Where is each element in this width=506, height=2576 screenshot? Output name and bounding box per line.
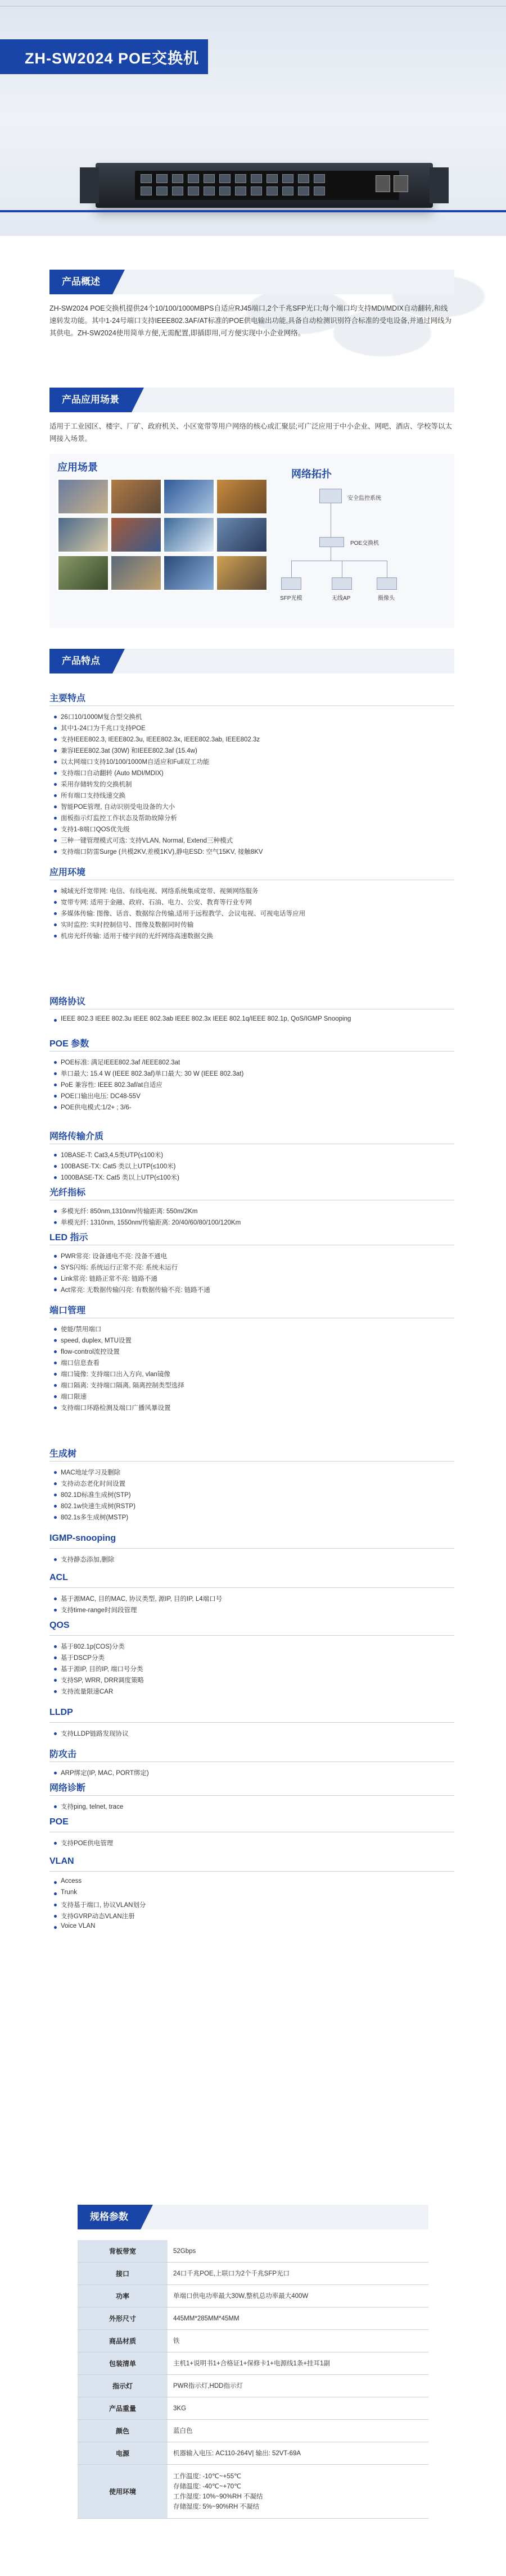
feature-item: 10BASE-T: Cat3,4,5类UTP(≤100米) — [61, 1150, 163, 1159]
spec-row — [78, 2330, 428, 2352]
spec-value-line: 445MM*285MM*45MM — [173, 2315, 240, 2322]
spec-value-line: 蓝白色 — [173, 2427, 193, 2434]
feature-group-title: 端口管理 — [49, 1303, 85, 1316]
scene-label: 应用场景 — [57, 462, 98, 473]
spec-key: 指示灯 — [78, 2375, 168, 2397]
feature-item: POE口输出电压: DC48-55V — [61, 1091, 141, 1100]
spec-row — [78, 2397, 428, 2420]
scene-photo-9 — [57, 555, 109, 591]
spec-key: 商品材质 — [78, 2330, 168, 2352]
spec-value-line: 主机1+说明书1+合格证1+保修卡1+电源线1条+挂耳1副 — [173, 2360, 330, 2367]
sfp-label: SFP光模 — [280, 595, 302, 602]
sfp-port-2 — [394, 175, 408, 192]
feature-item: 其中1-24口为千兆口支持POE — [61, 723, 146, 732]
feature-item: 机房光纤传输: 适用于楼宇间的光纤网络高速数据交换 — [61, 931, 213, 940]
feature-item: 端口镜像: 支持端口出入方向, vlan镜像 — [61, 1369, 170, 1378]
spec-row — [78, 2308, 428, 2330]
spec-key: 电源 — [78, 2442, 168, 2464]
spec-row — [78, 2465, 428, 2519]
spec-row — [78, 2375, 428, 2397]
feature-item: 以太网端口支持10/100/1000M自适应和Full双工功能 — [61, 757, 210, 766]
feature-item: 宽带专网: 适用于金融、政府、石油、电力、公安、教育等行业专网 — [61, 898, 252, 907]
feature-item: 支持静态添加,删除 — [61, 1555, 114, 1564]
security-system-label: 安全监控系统 — [347, 495, 381, 502]
sfp-port-1 — [376, 175, 390, 192]
feature-group-title: 防攻击 — [49, 1747, 76, 1760]
feature-item: 支持SP, WRR, DRR调度策略 — [61, 1676, 144, 1685]
spec-value-line: 单端口供电功率最大30W,整机总功率最大400W — [173, 2292, 309, 2300]
spec-key: 使用环境 — [78, 2465, 168, 2518]
scene-photo-6 — [110, 517, 162, 553]
feature-item: 802.1D标准生成树(STP) — [61, 1490, 131, 1499]
hero-banner — [0, 0, 506, 236]
feature-item: Link常亮: 链路正常不亮: 链路不通 — [61, 1274, 157, 1283]
feature-item: PoE 兼容性: IEEE 802.3af/at自适应 — [61, 1080, 162, 1089]
feature-item: PWR常亮: 设备通电不亮: 没备不通电 — [61, 1251, 167, 1260]
feature-item: 802.1w快速生成树(RSTP) — [61, 1501, 135, 1510]
feature-group-title: 网络协议 — [49, 994, 85, 1007]
feature-item: 支持1-8端口QOS优先级 — [61, 825, 130, 834]
spec-key: 背板带宽 — [78, 2240, 168, 2262]
feature-item: 支持流量限速CAR — [61, 1687, 113, 1696]
spec-key: 功率 — [78, 2285, 168, 2307]
feature-item: flow-control流控设置 — [61, 1347, 120, 1356]
hero-bottom-strip — [0, 210, 506, 212]
spec-row — [78, 2285, 428, 2308]
switch-ports — [141, 174, 325, 195]
feature-item: SYS闪烁: 系统运行正常不亮: 系统未运行 — [61, 1263, 178, 1272]
camera-label: 摄像头 — [378, 595, 395, 602]
overview-text: ZH-SW2024 POE交换机提供24个10/100/1000MBPS自适应RJ45端口,2个千兆SFP光口;每个端口均支持MDI/MDIX自动翻转,和线速转发功能。其中1-24号端口支持IEEE802.3AF/AT标准的POE供电输出功能,具备自动检测识别符合标准的受电设备,并通过网线为其供电。ZH-SW2024使用简单方便,无需配置,即插即用,可方便实现中小企业网络。 — [49, 304, 452, 337]
features-title: 产品特点 — [49, 649, 112, 673]
spec-key: 产品重量 — [78, 2397, 168, 2419]
feature-item: 100BASE-TX: Cat5 类以上UTP(≤100米) — [61, 1162, 175, 1171]
feature-item: Access — [61, 1878, 82, 1885]
rack-ear-right — [430, 167, 449, 203]
hero-title-bar — [0, 39, 208, 74]
application-panel — [49, 454, 454, 628]
feature-item: speed, duplex, MTU设置 — [61, 1336, 132, 1345]
scene-photo-5 — [57, 517, 109, 553]
feature-item: POE标准: 满足IEEE802.3af /IEEE802.3at — [61, 1058, 180, 1067]
feature-group-title: IGMP-snooping — [49, 1533, 116, 1543]
scene-photo-4 — [216, 479, 268, 515]
spec-key: 外形尺寸 — [78, 2308, 168, 2329]
feature-item: 兼容IEEE802.3at (30W) 和IEEE802.3af (15.4w) — [61, 746, 197, 755]
scene-photo-7 — [163, 517, 215, 553]
sfp-node — [281, 577, 301, 590]
feature-item: MAC地址学习及删除 — [61, 1468, 120, 1477]
spec-value — [173, 2375, 428, 2397]
feature-item: 支持GVRP动态VLAN注册 — [61, 1911, 135, 1920]
feature-item: 多媒体传输: 图像、话音、数据综合传输,适用于远程教学、会议电视、可视电话等应用 — [61, 909, 305, 918]
spec-key: 颜色 — [78, 2420, 168, 2442]
camera-node — [377, 577, 397, 590]
feature-item: 基于源IP, 目的IP, 端口号分类 — [61, 1664, 143, 1673]
feature-group-title: 应用环境 — [49, 865, 85, 878]
feature-item: ARP绑定(IP, MAC, PORT绑定) — [61, 1768, 149, 1777]
feature-item: 支持POE供电管理 — [61, 1838, 113, 1847]
spec-value — [173, 2240, 428, 2262]
feature-item: 多模光纤: 850nm,1310nm/传输距离: 550m/2Km — [61, 1207, 198, 1216]
hero-divider — [0, 6, 506, 7]
feature-group-title: VLAN — [49, 1856, 74, 1866]
wireless-ap-label: 无线AP — [332, 595, 351, 602]
poe-switch-node — [319, 537, 344, 547]
switch-product-image — [96, 163, 433, 208]
feature-item: 1000BASE-TX: Cat5 类以上UTP(≤100米) — [61, 1173, 179, 1182]
feature-item: 面板指示灯监控工作状态及帮助故障分析 — [61, 813, 177, 822]
feature-item: 支持LLDP链路发现协议 — [61, 1729, 129, 1738]
spec-value — [173, 2465, 428, 2518]
feature-group-title: 网络传输介质 — [49, 1129, 103, 1142]
spec-value — [173, 2352, 428, 2374]
spec-row — [78, 2352, 428, 2375]
spec-key: 包装清单 — [78, 2352, 168, 2374]
topology-label: 网络拓扑 — [291, 468, 332, 480]
feature-group-title: LED 指示 — [49, 1230, 88, 1243]
overview-title: 产品概述 — [49, 270, 112, 294]
feature-group-title: 网络诊断 — [49, 1781, 85, 1794]
feature-item: 端口隔离: 支持端口隔离, 隔离控制类型选择 — [61, 1381, 184, 1390]
feature-item: 所有端口支持线速交换 — [61, 791, 125, 800]
feature-item: 智能POE管理, 自动识别受电设备的大小 — [61, 802, 175, 811]
feature-item: 使能/禁用端口 — [61, 1325, 101, 1333]
rack-ear-left — [80, 167, 99, 203]
spec-value-line: 存储湿度: 5%~90%RH 不凝结 — [173, 2503, 260, 2510]
feature-item: 单口最大: 15.4 W (IEEE 802.3af)单口最大: 30 W (IEEE 802.3at) — [61, 1069, 243, 1078]
feature-item: IEEE 802.3 IEEE 802.3u IEEE 802.3ab IEEE 802.3x IEEE 802.1q/IEEE 802.1p, QoS/IGMP Snooping — [61, 1016, 351, 1022]
feature-item: POE供电模式:1/2+ ; 3/6- — [61, 1103, 132, 1112]
feature-item: 支持端口环路检测及端口广播风暴设置 — [61, 1403, 171, 1412]
feature-group-title: ACL — [49, 1573, 68, 1582]
product-title: ZH-SW2024 POE交换机 — [25, 50, 200, 67]
scene-photo-2 — [110, 479, 162, 515]
spec-value-line: 铁 — [173, 2337, 180, 2345]
feature-item: Voice VLAN — [61, 1923, 96, 1929]
scene-photo-8 — [216, 517, 268, 553]
feature-item: 基于DSCP分类 — [61, 1653, 105, 1662]
feature-group-title: LLDP — [49, 1708, 73, 1717]
spec-row — [78, 2442, 428, 2465]
application-section — [0, 382, 506, 674]
feature-item: 支持动态老化时间设置 — [61, 1479, 125, 1488]
feature-group-title: POE 参数 — [49, 1036, 89, 1049]
feature-item: 端口信息查看 — [61, 1358, 100, 1367]
scene-photo-11 — [163, 555, 215, 591]
poe-switch-label: POE交换机 — [350, 540, 379, 547]
scene-photo-10 — [110, 555, 162, 591]
scene-photo-1 — [57, 479, 109, 515]
feature-item: 支持ping, telnet, trace — [61, 1802, 123, 1811]
spec-value-line: 52Gbps — [173, 2247, 196, 2255]
application-title: 产品应用场景 — [49, 388, 132, 412]
feature-group-title: 光纤指标 — [49, 1185, 85, 1198]
scene-photo-3 — [163, 479, 215, 515]
feature-item: 实时监控: 实时控制信号、图像及数据同时传输 — [61, 920, 193, 929]
spec-value-line: 24口千兆POE,上联口为2个千兆SFP光口 — [173, 2270, 290, 2277]
spec-value-line: PWR指示灯,HDD指示灯 — [173, 2382, 243, 2390]
feature-item: 城域光纤宽带网: 电信、有线电视、网络系统集成宽带、视频网络服务 — [61, 886, 258, 895]
topology-link — [291, 561, 292, 577]
feature-item: 端口限速 — [61, 1392, 87, 1401]
feature-item: 基于源MAC, 目的MAC, 协议类型, 源IP, 目的IP, L4端口号 — [61, 1594, 222, 1603]
spec-value-line: 工作湿度: 10%~90%RH 不凝结 — [173, 2493, 263, 2500]
feature-item: 支持端口防雷Surge (共模2KV,差模1KV),静电ESD: 空气15KV, 接触8KV — [61, 847, 263, 856]
spec-value-line: 工作温度: -10℃~+55℃ — [173, 2473, 242, 2480]
wireless-ap-node — [332, 577, 352, 590]
spec-value — [173, 2442, 428, 2464]
spec-value-line: 机器输入电压: AC110-264V| 输出: 52VT-69A — [173, 2450, 301, 2457]
feature-item: 支持基于端口, 协议VLAN划分 — [61, 1900, 146, 1909]
spec-value-line: 3KG — [173, 2405, 187, 2412]
spec-title: 规格参数 — [78, 2205, 141, 2229]
feature-item: 采用存储转发的交换机制 — [61, 780, 132, 789]
spec-row — [78, 2263, 428, 2285]
scene-photo-12 — [216, 555, 268, 591]
spec-key: 接口 — [78, 2263, 168, 2284]
spec-row — [78, 2240, 428, 2263]
feature-group-title: 主要特点 — [49, 691, 85, 704]
spec-header — [78, 2205, 428, 2229]
application-text: 适用于工业园区、楼宇、厂矿、政府机关、小区宽带等用户网络的核心或汇聚层;可广泛应用于中小企业、网吧、酒店、学校等以太网接入场景。 — [49, 422, 452, 443]
spec-value — [173, 2285, 428, 2307]
spec-value — [173, 2308, 428, 2329]
overview-header — [49, 270, 454, 294]
spec-value — [173, 2397, 428, 2419]
feature-group-title: POE — [49, 1817, 69, 1827]
feature-group-title: 生成树 — [49, 1446, 76, 1459]
feature-item: 三种一键管理模式可选: 支持VLAN, Normal, Extend三种模式 — [61, 836, 233, 845]
feature-group-title: QOS — [49, 1621, 70, 1630]
feature-item: Act常亮: 无数据传输闪亮: 有数据传输不亮: 链路不通 — [61, 1285, 210, 1294]
feature-item: 单模光纤: 1310nm, 1550nm/传输距离: 20/40/60/80/100/120Km — [61, 1218, 241, 1227]
feature-item: Trunk — [61, 1889, 77, 1896]
feature-item: 支持端口自动翻转 (Auto MDI/MDIX) — [61, 768, 164, 777]
security-system-node — [319, 489, 342, 503]
spec-value — [173, 2420, 428, 2442]
spec-value — [173, 2263, 428, 2284]
application-header — [49, 388, 454, 412]
feature-item: 26口10/1000M复合型交换机 — [61, 712, 142, 721]
spec-value-line: 存储温度: -40℃~+70℃ — [173, 2483, 242, 2490]
feature-item: 802.1s多生成树(MSTP) — [61, 1513, 128, 1522]
spec-row — [78, 2420, 428, 2442]
feature-item: 基于802.1p(COS)分类 — [61, 1642, 125, 1651]
feature-item: 支持time-range时间段管理 — [61, 1605, 137, 1614]
feature-item: 支持IEEE802.3, IEEE802.3u, IEEE802.3x, IEEE802.3ab, IEEE802.3z — [61, 735, 260, 744]
features-header — [49, 649, 454, 673]
spec-value — [173, 2330, 428, 2352]
